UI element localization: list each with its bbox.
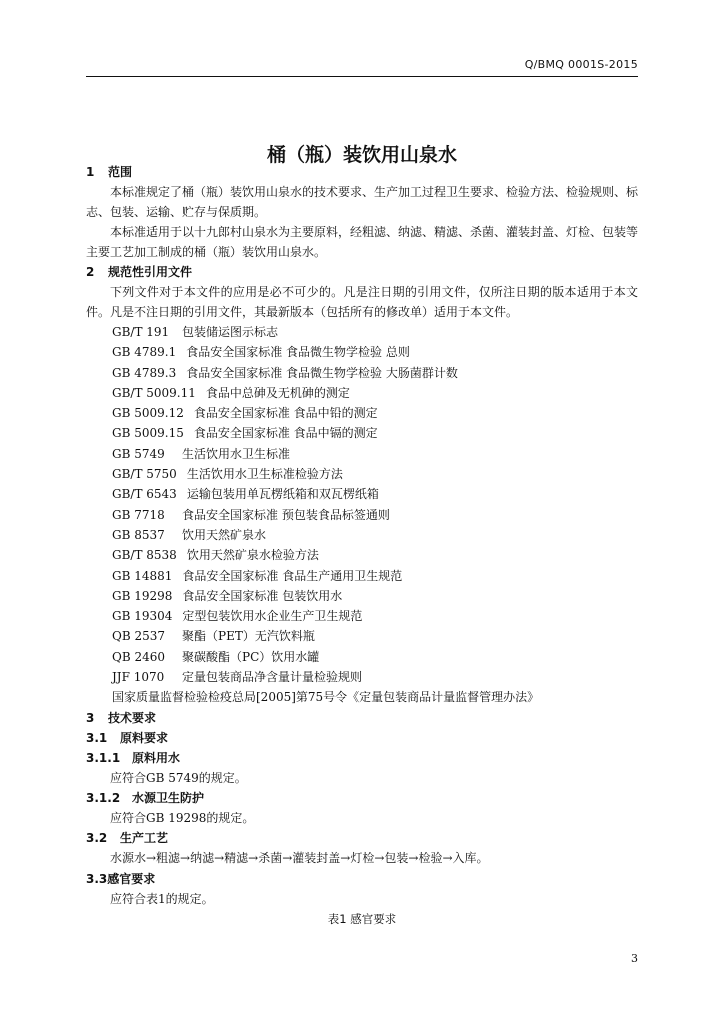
reference-code: GB 7718 xyxy=(112,507,165,522)
section-3-1-2-text: 应符合GB 19298的规定。 xyxy=(110,810,255,825)
reference-code: GB 5009.12 xyxy=(112,406,184,421)
reference-code: GB 14881 xyxy=(112,568,173,583)
reference-code: GB 5749 xyxy=(112,446,165,461)
reference-code: GB/T 6543 xyxy=(112,487,177,502)
section-3-1-2-heading: 3.1.2 水源卫生防护 xyxy=(86,790,205,805)
reference-item xyxy=(86,423,638,443)
section-1-paragraph-2: 本标准适用于以十九郎村山泉水为主要原料，经粗滤、纳滤、精滤、杀菌、灌装封盖、灯检、包装等主要工艺加工制成的桶（瓶）装饮用山泉水。 xyxy=(86,225,639,259)
reference-item xyxy=(86,626,638,646)
reference-title: 包装储运图示标志 xyxy=(182,325,279,339)
reference-regulation: 国家质量监督检验检疫总局[2005]第75号令《定量包装商品计量监督管理办法》 xyxy=(112,690,540,705)
section-3-1-1-heading: 3.1.1 原料用水 xyxy=(86,750,181,765)
reference-item xyxy=(86,383,638,403)
reference-code: GB/T 5009.11 xyxy=(112,385,196,400)
section-1-paragraph-1: 本标准规定了桶（瓶）装饮用山泉水的技术要求、生产加工过程卫生要求、检验方法、检验规则、标志、包装、运输、贮存与保质期。 xyxy=(86,185,639,219)
reference-code: GB/T 191 xyxy=(112,325,170,339)
reference-title: 饮用天然矿泉水检验方法 xyxy=(186,548,319,563)
reference-item xyxy=(86,545,638,565)
reference-item xyxy=(86,464,638,484)
reference-item xyxy=(86,667,638,687)
reference-title: 食品中总砷及无机砷的测定 xyxy=(205,385,350,400)
reference-title: 定型包装饮用水企业生产卫生规范 xyxy=(182,609,363,624)
reference-item xyxy=(86,606,638,626)
reference-code: GB/T 5750 xyxy=(112,467,177,482)
section-3-3-text: 应符合表1的规定。 xyxy=(110,891,214,906)
section-3-1-heading: 3.1 原料要求 xyxy=(86,730,169,745)
reference-item xyxy=(86,484,638,504)
reference-item xyxy=(86,322,638,342)
reference-list xyxy=(86,322,638,687)
reference-title: 聚碳酸酯（PC）饮用水罐 xyxy=(182,649,320,664)
document-body xyxy=(86,162,638,929)
reference-title: 饮用天然矿泉水 xyxy=(182,527,267,542)
section-2-paragraph: 下列文件对于本文件的应用是必不可少的。凡是注日期的引用文件，仅所注日期的版本适用于本文件。凡是不注日期的引用文件，其最新版本（包括所有的修改单）适用于本文件。 xyxy=(86,285,638,319)
reference-code: GB 4789.1 xyxy=(112,345,177,360)
section-3-1-1-text: 应符合GB 5749的规定。 xyxy=(110,770,247,785)
reference-title: 定量包装商品净含量计量检验规则 xyxy=(182,670,363,685)
reference-item xyxy=(86,505,638,525)
reference-code: JJF 1070 xyxy=(112,670,165,685)
reference-item xyxy=(86,363,638,383)
section-3-3-heading: 3.3感官要求 xyxy=(86,871,156,886)
page-number: 3 xyxy=(631,952,638,965)
reference-item xyxy=(86,647,638,667)
reference-item xyxy=(86,403,638,423)
reference-title: 食品安全国家标准 食品生产通用卫生规范 xyxy=(182,568,403,583)
reference-title: 生活饮用水卫生标准 xyxy=(182,446,291,461)
table-caption: 表1 感官要求 xyxy=(327,911,397,926)
reference-title: 食品安全国家标准 食品微生物学检验 总则 xyxy=(186,345,410,360)
section-3-2-text: 水源水→粗滤→纳滤→精滤→杀菌→灌装封盖→灯检→包装→检验→入库。 xyxy=(110,851,489,866)
reference-code: GB 8537 xyxy=(112,527,165,542)
reference-title: 食品安全国家标准 食品中铅的测定 xyxy=(193,406,378,421)
section-3-heading: 3 技术要求 xyxy=(86,710,157,725)
reference-item xyxy=(86,566,638,586)
reference-title: 运输包装用单瓦楞纸箱和双瓦楞纸箱 xyxy=(186,487,379,502)
reference-title: 食品安全国家标准 食品中镉的测定 xyxy=(193,426,378,441)
section-2-heading: 2 规范性引用文件 xyxy=(86,265,193,279)
reference-item xyxy=(86,444,638,464)
reference-item xyxy=(86,525,638,545)
reference-code: QB 2460 xyxy=(112,649,166,664)
reference-item xyxy=(86,342,638,362)
reference-title: 聚酯（PET）无汽饮料瓶 xyxy=(182,629,315,644)
reference-item xyxy=(86,586,638,606)
reference-code: GB 5009.15 xyxy=(112,426,184,441)
document-title: 桶（瓶）装饮用山泉水 xyxy=(266,144,457,166)
reference-code: GB 19298 xyxy=(112,588,173,603)
standard-code: Q/BMQ 0001S-2015 xyxy=(524,58,638,71)
section-3-2-heading: 3.2 生产工艺 xyxy=(86,831,169,846)
reference-title: 食品安全国家标准 食品微生物学检验 大肠菌群计数 xyxy=(186,365,458,380)
header-rule xyxy=(86,76,638,77)
reference-code: GB 19304 xyxy=(112,609,173,624)
reference-title: 食品安全国家标准 预包装食品标签通则 xyxy=(182,507,390,522)
reference-title: 食品安全国家标准 包装饮用水 xyxy=(182,588,343,603)
section-1-heading: 1 范围 xyxy=(86,165,133,179)
reference-code: GB/T 8538 xyxy=(112,548,177,563)
reference-code: GB 4789.3 xyxy=(112,365,177,380)
reference-code: QB 2537 xyxy=(112,629,166,644)
reference-title: 生活饮用水卫生标准检验方法 xyxy=(186,467,343,482)
